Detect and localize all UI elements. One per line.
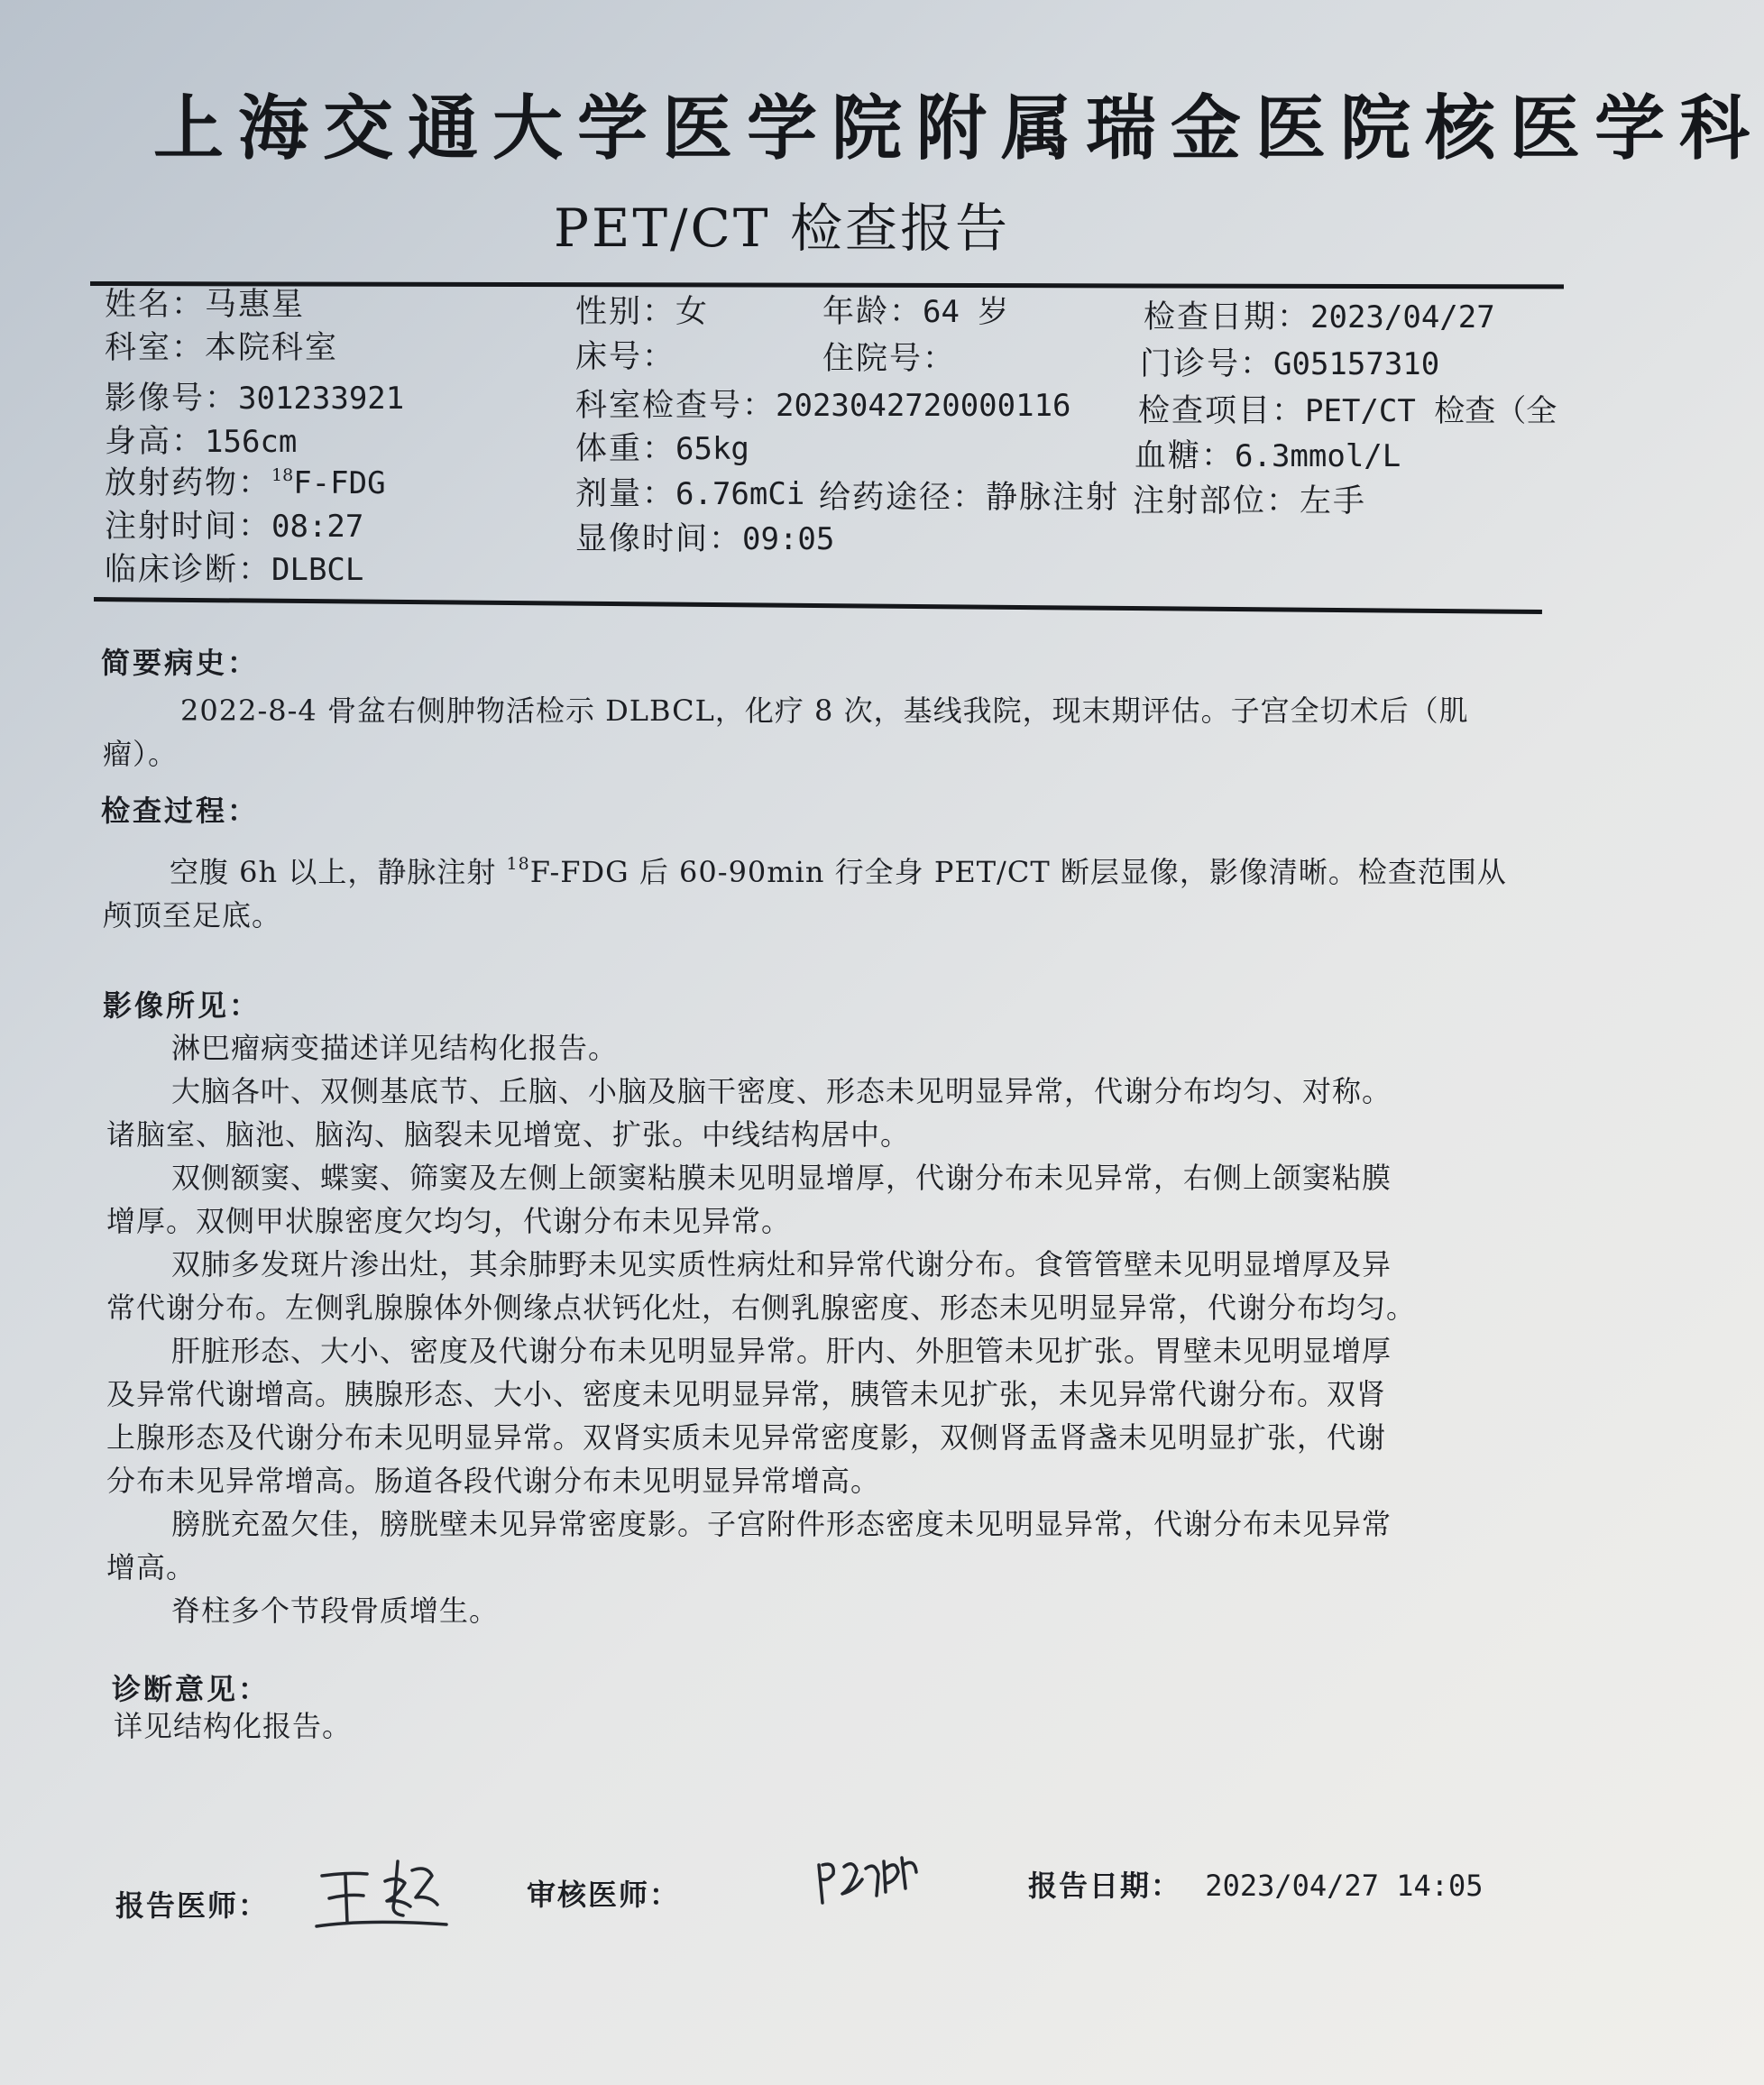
field-exam-item: 检查项目：PET/CT 检查（全 xyxy=(1138,393,1557,429)
history-heading: 简要病史： xyxy=(101,646,260,680)
history-text: 2022-8-4 骨盆右侧肿物活检示 DLBCL，化疗 8 次，基线我院，现末期评估。子宫全切术后（肌 瘤）。 xyxy=(103,693,1469,771)
institution-title: 上海交通大学医学院附属瑞金医院核医学科 xyxy=(153,88,1764,170)
field-weight: 体重：65kg xyxy=(575,431,749,467)
field-department: 科室：本院科室 xyxy=(105,330,339,366)
report-title: PET/CT 检查报告 xyxy=(553,197,1011,259)
report-date: 报告日期： 2023/04/27 14:05 xyxy=(1028,1869,1484,1903)
procedure-heading: 检查过程： xyxy=(101,794,260,828)
reporting-physician-signature xyxy=(311,1849,464,1939)
reporting-physician-label: 报告医师： xyxy=(115,1888,270,1923)
field-blood-glucose: 血糖：6.3mmol/L xyxy=(1135,438,1401,474)
field-imaging-time: 显像时间：09:05 xyxy=(575,521,835,557)
field-inpatient-no: 住院号： xyxy=(822,341,957,377)
field-radiopharmaceutical: 放射药物：$^{18}$F-FDG xyxy=(105,465,386,501)
field-age: 年龄：64 岁 xyxy=(822,294,1009,330)
field-name: 姓名：马惠星 xyxy=(105,287,306,323)
field-image-no: 影像号：301233921 xyxy=(105,381,405,417)
field-injection-site: 注射部位：左手 xyxy=(1133,483,1367,519)
conclusion-heading: 诊断意见： xyxy=(112,1672,271,1706)
findings-heading: 影像所见： xyxy=(103,988,262,1023)
field-injection-time: 注射时间：08:27 xyxy=(105,509,364,545)
reviewing-physician-signature xyxy=(812,1849,929,1912)
field-dose: 剂量：6.76mCi xyxy=(575,476,805,512)
field-dept-exam-no: 科室检查号：2023042720000116 xyxy=(575,388,1071,424)
field-bed-no: 床号： xyxy=(575,339,676,375)
field-outpatient-no: 门诊号：G05157310 xyxy=(1140,346,1440,382)
field-exam-date: 检查日期：2023/04/27 xyxy=(1144,299,1495,335)
reviewing-physician-label: 审核医师： xyxy=(527,1878,681,1912)
conclusion-text: 详见结构化报告。 xyxy=(114,1709,353,1743)
bottom-divider xyxy=(94,597,1542,614)
findings-text: 淋巴瘤病变描述详见结构化报告。 大脑各叶、双侧基底节、丘脑、小脑及脑干密度、形态未见明显异常，代谢分布均匀、对称。 诸脑室、脑池、脑沟、脑裂未见增宽、扩张。中线结构居中。 双侧额窦、蝶窦、筛窦及左侧上颌窦粘膜未见明显增厚，代谢分布未见异常，右侧上颌窦粘膜 增厚。双侧甲状腺密度欠均匀，代谢分布未见异常。 双肺多发斑片渗出灶，其余肺野未见实质性病灶和异常代谢分布。食管管壁未见明显增厚及异 常代谢分布。左侧乳腺腺体外侧缘点状钙化灶，右侧乳腺密度、形态未见明显异常，代谢分布均匀。 肝脏形态、大小、密度及代谢分布未见明显异常。肝内、外胆管未见扩张。胃壁未见明显增厚 及异常代谢增高。胰腺形态、大小、密度未见明显异常，胰管未见扩张，未见异常代谢分布。双肾 上腺形态及代谢分布未见明显异常。双肾实质未见异常密度影，双侧肾盂肾盏未见明显扩张，代谢 分布未见异常增高。肠道各段代谢分布未见明显异常增高。 膀胱充盈欠佳，膀胱壁未见异常密度影。子宫附件形态密度未见明显异常，代谢分布未见异常 增高。 脊柱多个节段骨质增生。 xyxy=(106,1031,1417,1628)
procedure-text: 空腹 6h 以上，静脉注射 $^{18}$F-FDG 后 60-90min 行全身 PET/CT 断层显像，影像清晰。检查范围从 颅顶至足底。 xyxy=(103,854,1507,932)
field-diagnosis: 临床诊断：DLBCL xyxy=(105,552,364,588)
field-gender: 性别：女 xyxy=(575,294,710,330)
field-height: 身高：156cm xyxy=(105,424,298,460)
field-route: 给药途径：静脉注射 xyxy=(819,480,1120,516)
